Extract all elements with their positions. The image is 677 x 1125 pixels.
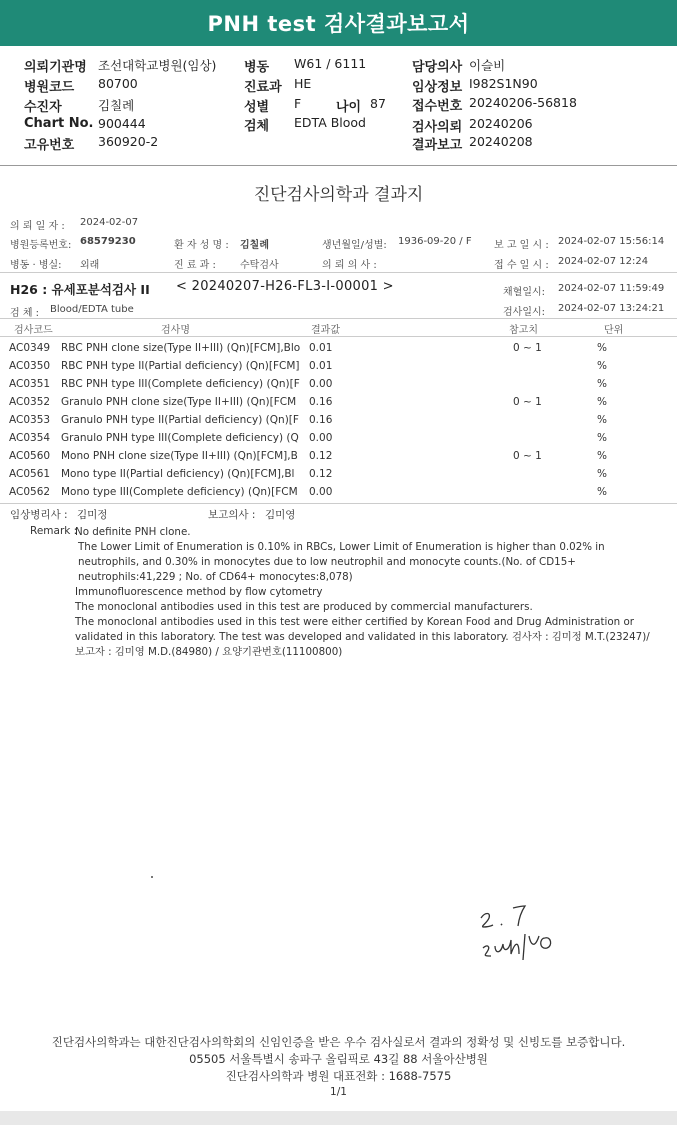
row-code: AC0353 — [9, 414, 51, 426]
row-result: 0.01 — [309, 360, 333, 372]
dob-label: 생년월일/성별: — [322, 240, 387, 251]
label-age: 나이 — [336, 100, 362, 115]
remark-line: No definite PNH clone. — [75, 526, 191, 538]
row-unit: % — [597, 468, 607, 480]
result-row — [0, 360, 677, 378]
dept-value: 수탁검사 — [240, 260, 279, 271]
label-department: 진료과 — [244, 80, 282, 95]
row-name: RBC PNH clone size(Type II+III) (Qn)[FCM],Blo — [61, 342, 301, 354]
report-title: PNH test 검사결과보고서 — [207, 12, 470, 36]
row-unit: % — [597, 396, 607, 408]
col-header-result: 결과값 — [311, 325, 340, 336]
header-info — [0, 46, 677, 164]
label-receipt-no: 접수번호 — [412, 99, 463, 114]
row-ref: 0 ~ 1 — [513, 396, 542, 408]
label-patient: 수진자 — [24, 100, 62, 115]
reg-no-value: 68579230 — [80, 236, 136, 247]
value-department: HE — [294, 76, 312, 91]
row-result: 0.16 — [309, 396, 333, 408]
report-banner — [0, 0, 677, 46]
row-code: AC0351 — [9, 378, 51, 390]
collect-time-label: 채혈일시: — [503, 287, 546, 298]
label-request-date: 검사의뢰 — [412, 120, 463, 135]
row-name: RBC PNH type II(Partial deficiency) (Qn)[FCM] — [61, 360, 300, 372]
row-code: AC0560 — [9, 450, 51, 462]
label-clinical-info: 임상정보 — [412, 80, 463, 95]
row-name: Granulo PNH type III(Complete deficiency) (Q — [61, 432, 299, 444]
row-result: 0.16 — [309, 414, 333, 426]
row-unit: % — [597, 342, 607, 354]
row-result: 0.12 — [309, 468, 333, 480]
receipt-time-value: 2024-02-07 12:24 — [558, 256, 649, 267]
row-unit: % — [597, 414, 607, 426]
value-clinical-info: I982S1N90 — [469, 76, 538, 91]
row-result: 0.00 — [309, 432, 333, 444]
clinical-pathologist-label: 임상병리사 : — [10, 509, 68, 521]
row-result: 0.01 — [309, 342, 333, 354]
row-result: 0.00 — [309, 486, 333, 498]
receipt-time-label: 접 수 일 시 : — [494, 260, 549, 271]
col-header-name: 검사명 — [161, 325, 190, 336]
value-institution: 조선대학교병원(임상) — [98, 58, 217, 73]
row-ref: 0 ~ 1 — [513, 342, 542, 354]
stray-dot — [151, 876, 153, 878]
report-time-value: 2024-02-07 15:56:14 — [558, 236, 665, 247]
row-unit: % — [597, 378, 607, 390]
header-divider — [0, 165, 677, 166]
rows-bottom-divider — [0, 503, 677, 504]
row-name: Granulo PNH type II(Partial deficiency) (Qn)[F — [61, 414, 299, 426]
col-header-ref: 참고치 — [509, 325, 538, 336]
exam-time-value: 2024-02-07 13:24:21 — [558, 303, 665, 314]
label-institution: 의뢰기관명 — [24, 60, 87, 75]
value-sex: F — [294, 96, 302, 111]
value-patient: 김칠례 — [98, 98, 135, 113]
patient-name-value: 김칠례 — [240, 240, 269, 251]
request-date-label: 의 뢰 일 자 : — [10, 221, 65, 232]
meta-divider — [0, 272, 677, 273]
col-header-code: 검사코드 — [14, 325, 53, 336]
row-unit: % — [597, 360, 607, 372]
bottom-bar — [0, 1111, 677, 1125]
columns-bottom-divider — [0, 336, 677, 337]
result-row — [0, 450, 677, 468]
label-specimen: 검체 — [244, 119, 270, 134]
label-hospital-code: 병원코드 — [24, 80, 75, 95]
ordering-doctor-label: 의 뢰 의 사 : — [322, 260, 377, 271]
row-code: AC0349 — [9, 342, 51, 354]
label-chart-no: Chart No. — [24, 116, 94, 131]
row-unit: % — [597, 432, 607, 444]
row-code: AC0350 — [9, 360, 51, 372]
collect-time-value: 2024-02-07 11:59:49 — [558, 283, 665, 294]
result-row — [0, 468, 677, 486]
row-ref: 0 ~ 1 — [513, 450, 542, 462]
result-row — [0, 414, 677, 432]
result-row — [0, 378, 677, 396]
specimen-label: 검 체 : — [10, 308, 40, 319]
exam-time-label: 검사일시: — [503, 307, 546, 318]
value-doctor: 이슬비 — [469, 58, 506, 73]
value-receipt-no: 20240206-56818 — [469, 95, 577, 110]
request-date-value: 2024-02-07 — [80, 217, 139, 228]
test-order-code: < 20240207-H26-FL3-I-00001 > — [176, 279, 394, 294]
remark-line: The Lower Limit of Enumeration is 0.10% in RBCs, Lower Limit of Enumeration is higher than 0.02% in neutrophils, and 0.30% in monocytes due to low neutrophil and monocyte counts.(No. of CD15+ neutrophils:41,229 ; No. of CD64+ monocytes:8,078) — [78, 541, 605, 583]
row-result: 0.12 — [309, 450, 333, 462]
col-header-unit: 단위 — [604, 325, 624, 336]
row-unit: % — [597, 486, 607, 498]
label-unique-no: 고유번호 — [24, 138, 75, 153]
label-sex: 성별 — [244, 100, 270, 115]
result-row — [0, 342, 677, 360]
value-report-date: 20240208 — [469, 134, 533, 149]
result-row — [0, 396, 677, 414]
specimen-value: Blood/EDTA tube — [50, 304, 134, 315]
row-name: Mono type III(Complete deficiency) (Qn)[FCM — [61, 486, 298, 498]
sheet-title: 진단검사의학과 결과지 — [253, 185, 424, 205]
remark-line: The monoclonal antibodies used in this test were either certified by Korean Food and Drug Administration or validated in this laboratory. The test was developed and validated in this laboratory. 검사자 : 김미정 M.T.(23247)/ 보고자 : 김미영 M.D.(84980) / 요양기관번호(11100800) — [75, 616, 650, 658]
remark-label: Remark : — [30, 525, 78, 537]
row-name: RBC PNH type III(Complete deficiency) (Qn)[F — [61, 378, 300, 390]
result-row — [0, 432, 677, 450]
remark-line: The monoclonal antibodies used in this test are produced by commercial manufacturers. — [75, 601, 533, 613]
row-name: Granulo PNH clone size(Type II+III) (Qn)[FCM — [61, 396, 297, 408]
reg-no-label: 병원등록번호: — [10, 240, 72, 251]
report-time-label: 보 고 일 시 : — [494, 240, 549, 251]
label-report-date: 결과보고 — [412, 138, 463, 153]
result-row — [0, 486, 677, 504]
ward-label: 병동 · 병실: — [10, 260, 62, 271]
clinical-pathologist-value: 김미정 — [77, 509, 108, 521]
value-chart-no: 900444 — [98, 116, 146, 131]
ward-value: 외래 — [80, 260, 100, 271]
footer-certification: 진단검사의학과는 대한진단검사의학회의 신임인증을 받은 우수 검사실로서 결과의 정확성 및 신빙도를 보증합니다. — [51, 1035, 626, 1049]
row-unit: % — [597, 450, 607, 462]
test-title: H26 : 유세포분석검사 II — [10, 282, 150, 297]
reporting-doctor-value: 김미영 — [265, 509, 296, 521]
row-code: AC0562 — [9, 486, 51, 498]
remark-body — [75, 525, 660, 660]
value-specimen: EDTA Blood — [294, 115, 366, 130]
columns-top-divider — [0, 318, 677, 319]
signature-drawing — [475, 896, 575, 966]
remark-line: Immunofluorescence method by flow cytometry — [75, 586, 323, 598]
reporting-doctor-label: 보고의사 : — [208, 509, 256, 521]
label-ward: 병동 — [244, 60, 270, 75]
row-name: Mono PNH clone size(Type II+III) (Qn)[FCM],B — [61, 450, 298, 462]
footer-phone: 진단검사의학과 병원 대표전화 : 1688-7575 — [225, 1069, 452, 1083]
value-hospital-code: 80700 — [98, 76, 138, 91]
dept-label: 진 료 과 : — [174, 260, 216, 271]
dob-value: 1936-09-20 / F — [398, 236, 472, 247]
value-unique-no: 360920-2 — [98, 134, 159, 149]
row-code: AC0354 — [9, 432, 51, 444]
value-age: 87 — [370, 96, 386, 111]
footer-address: 05505 서울특별시 송파구 올림픽로 43길 88 서울아산병원 — [189, 1052, 488, 1066]
page-number: 1/1 — [330, 1086, 347, 1098]
patient-name-label: 환 자 성 명 : — [174, 240, 229, 251]
label-doctor: 담당의사 — [412, 60, 463, 75]
handwritten-signature — [475, 896, 575, 970]
row-name: Mono type II(Partial deficiency) (Qn)[FCM],Bl — [61, 468, 295, 480]
row-code: AC0561 — [9, 468, 51, 480]
value-ward: W61 / 6111 — [294, 56, 367, 71]
value-request-date: 20240206 — [469, 116, 533, 131]
row-result: 0.00 — [309, 378, 333, 390]
row-code: AC0352 — [9, 396, 51, 408]
